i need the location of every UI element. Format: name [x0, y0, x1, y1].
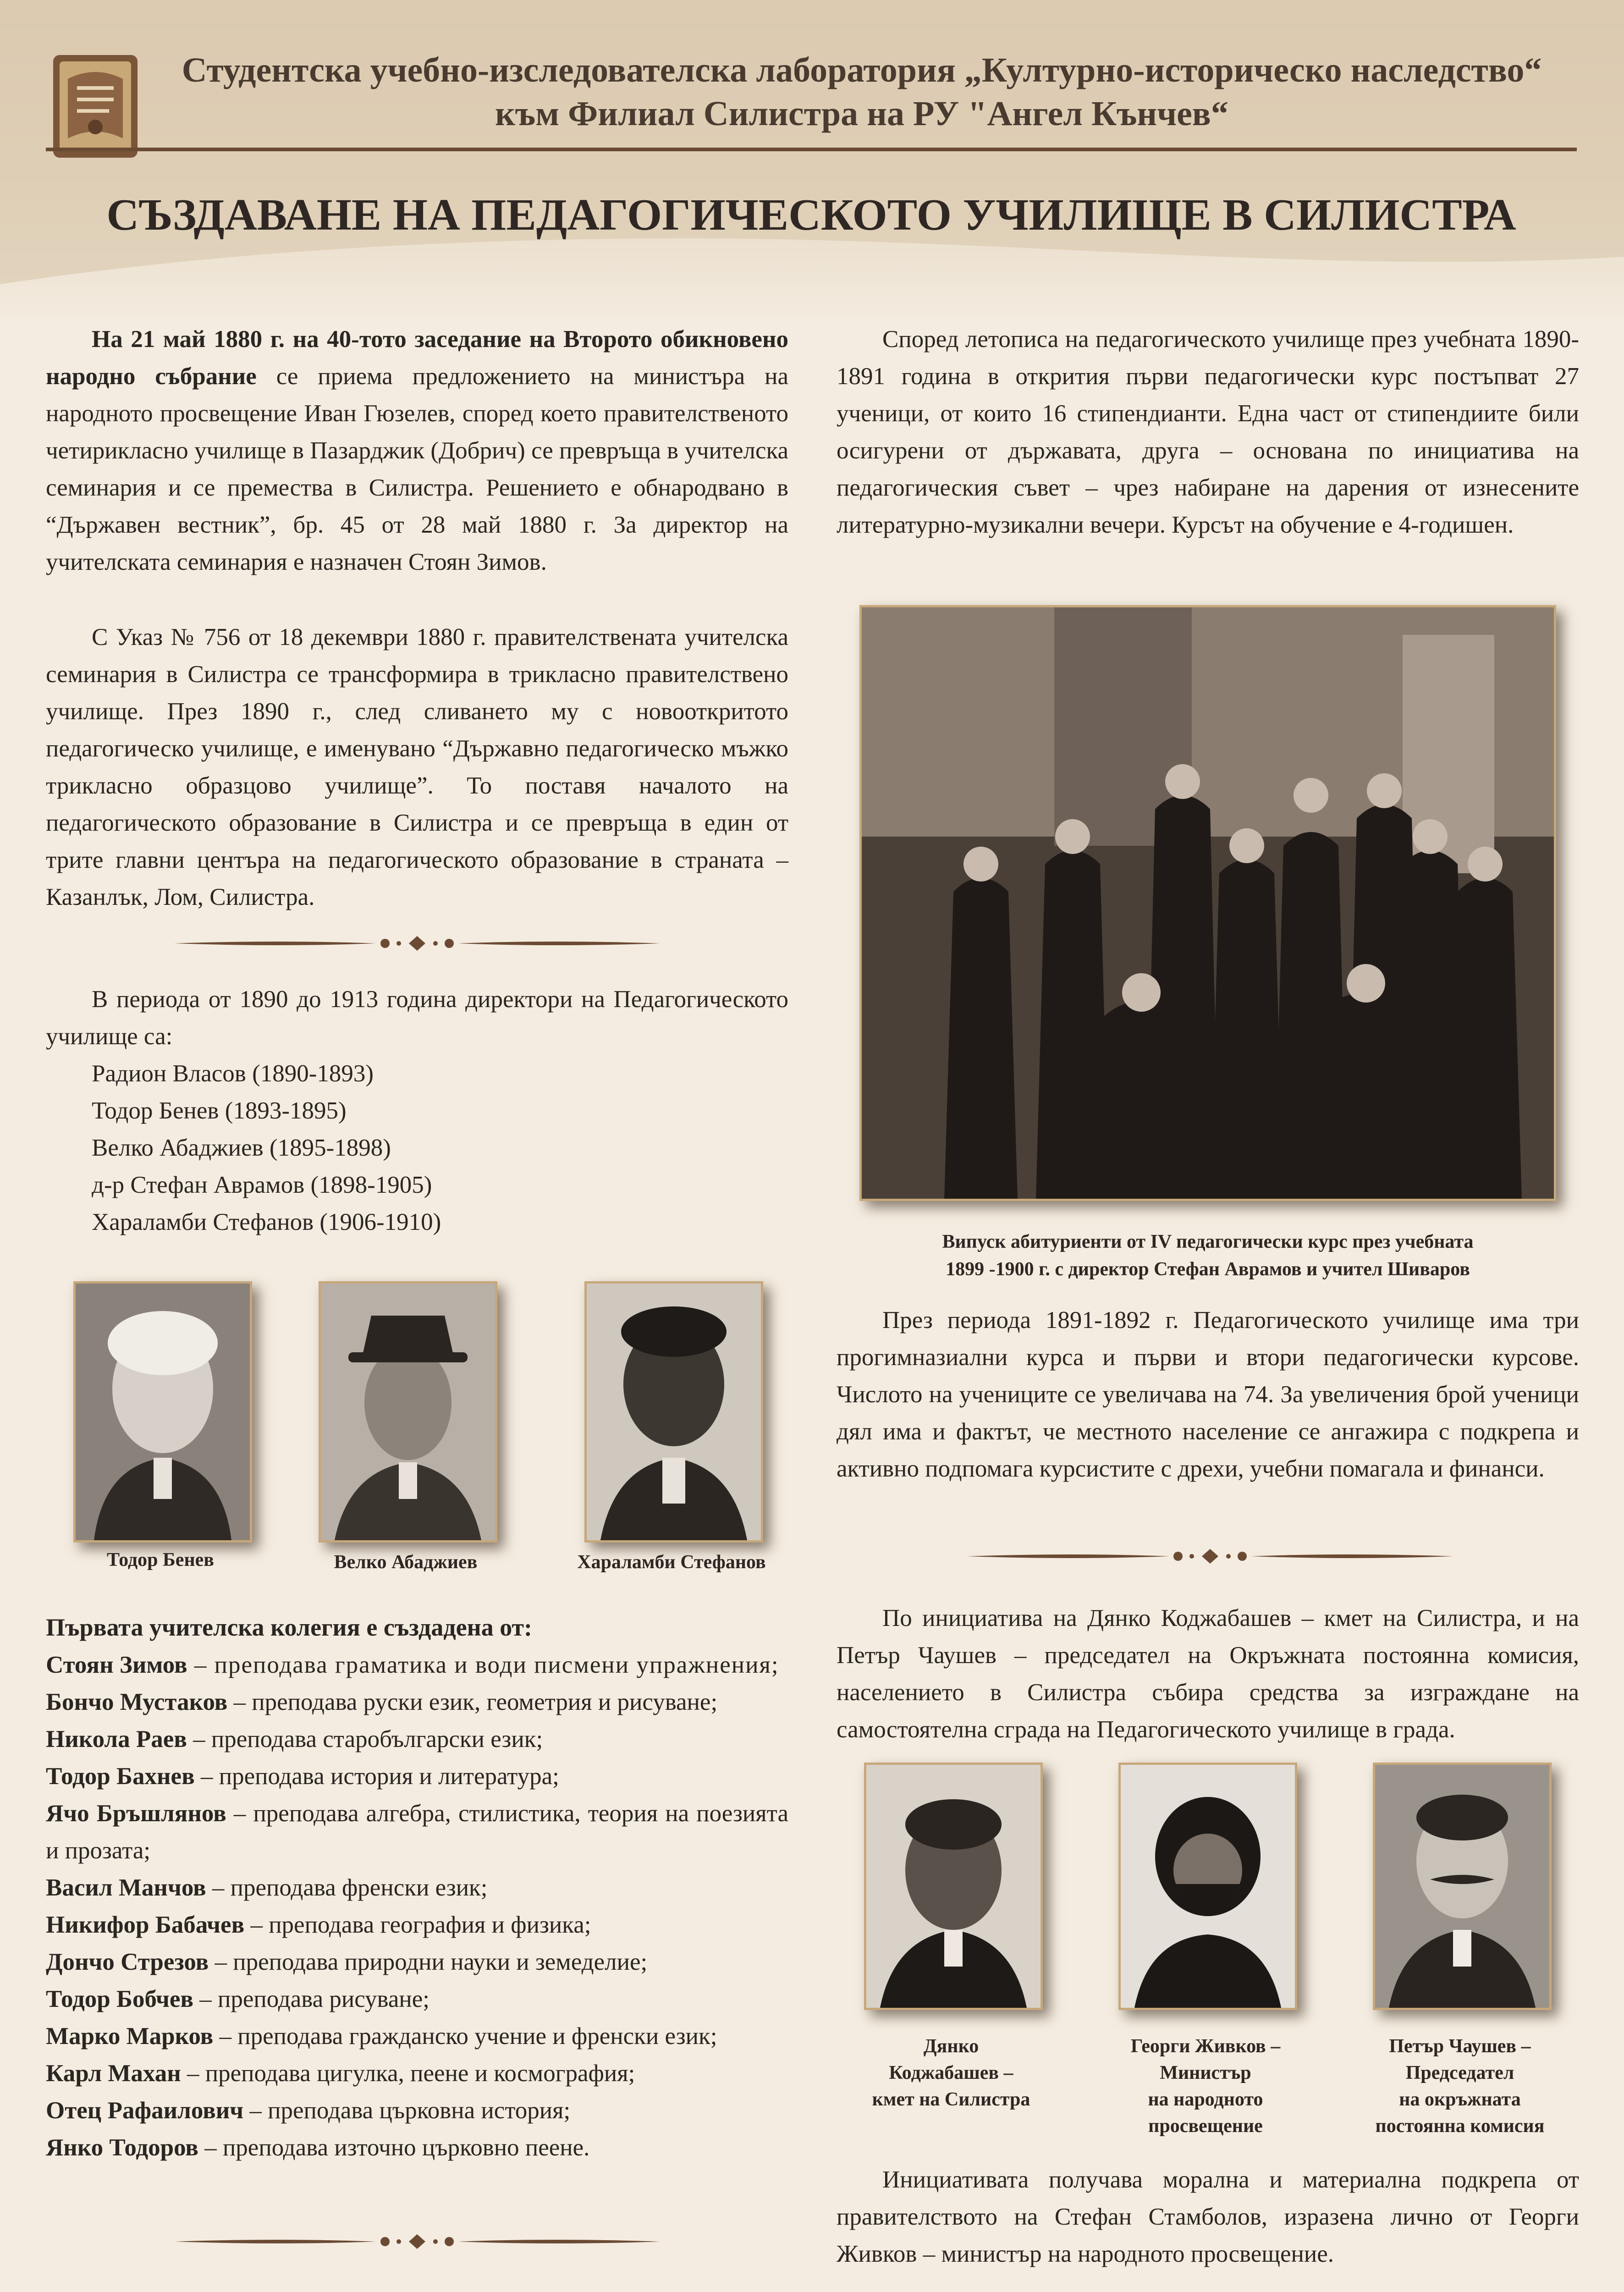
caption-line: просвещение [1148, 2116, 1263, 2137]
portrait-petar-chaushev [1373, 1763, 1552, 2010]
portrait-georgi-zhivkov [1118, 1763, 1297, 2010]
caption-line: кмет на Силистра [872, 2089, 1030, 2110]
list-item: д-р Стефан Аврамов (1898-1905) [92, 1172, 432, 1198]
caption-line: Председател [1405, 2062, 1514, 2083]
directors-list [92, 1055, 441, 1241]
portrait-velko-abadzhiev [319, 1281, 497, 1543]
staff-name: Васил Манчов [46, 1874, 206, 1901]
staff-name: Янко Тодоров [46, 2134, 198, 2161]
decree-paragraph: С Указ № 756 от 18 декември 1880 г. правителствената учителска семинария в Силистра се трансформира в трикласно правителствено училище. През 1890 г., след сливането му с новооткритото педагогическо училище, е именувано “Държавно педагогическо мъжко трикласно образцово училище”. То поставя началото на педагогическото образование в Силистра и се превръща в един от трите главни центъра на педагогическото образование в страната – Казанлък, Лом, Силистра. [46, 624, 788, 910]
list-item: Хараламби Стефанов (1906-1910) [92, 1209, 441, 1235]
staff-role: – преподава история и литература; [194, 1763, 559, 1790]
list-item [46, 1684, 788, 1721]
list-item [46, 1981, 788, 2018]
caption-line: Дянко [923, 2036, 979, 2057]
staff-name: Карл Махан [46, 2060, 181, 2087]
list-item: Тодор Бенев (1893-1895) [92, 1097, 347, 1124]
caption-line: на окръжната [1399, 2089, 1521, 2110]
list-item [46, 1869, 788, 1906]
page-title: СЪЗДАВАНЕ НА ПЕДАГОГИЧЕСКОТО УЧИЛИЩЕ В СИЛИСТРА [106, 190, 1516, 240]
chronicle-paragraph: Според летописа на педагогическото училище през учебната 1890-1891 година в открития първи педагогически курс постъпват 27 ученици, от които 16 стипендианти. Една част от стипендиите били осигурени от държавата, друга – основана по инициатива на педагогическия съвет – чрез набиране на дарения от изнесените литературно-музикални вечери. Курсът на обучение е 4-годишен. [837, 326, 1579, 538]
header-swoosh [0, 0, 1624, 321]
staff-name: Ячо Бръшлянов [46, 1800, 226, 1827]
building-initiative-paragraph: По инициатива на Дянко Коджабашев – кмет на Силистра, и на Петър Чаушев – председател на Окръжната постоянна комисия, населението в Силистра събира средства за изграждане на самостоятелна сграда на Педагогическото училище в града. [837, 1605, 1579, 1743]
directors-intro: В периода от 1890 до 1913 година директори на Педагогическото училище са: [46, 986, 788, 1050]
staff-name: Никифор Бабачев [46, 1912, 245, 1938]
staff-name: Тодор Бобчев [46, 1986, 194, 2012]
caption-georgi-zhivkov [1100, 2033, 1311, 2139]
support-paragraph: Инициативата получава морална и материална подкрепа от правителството на Стефан Стамболов, изразена лично от Георги Живков – министър на народното просвещение. [837, 2166, 1579, 2267]
list-item [46, 1758, 788, 1795]
caption-line: постоянна комисия [1375, 2116, 1545, 2137]
staff-name: Дончо Стрезов [46, 1949, 209, 1975]
staff-name: Отец Рафаилович [46, 2097, 244, 2124]
graduates-group-photo [859, 605, 1556, 1201]
staff-role: – преподава алгебра, стилистика, теория на поезията и прозата; [46, 1800, 788, 1864]
header-line-1: Студентска учебно-изследователска лаборатория „Културно-историческо наследство“ [182, 51, 1542, 89]
list-item: Радион Власов (1890-1893) [92, 1060, 374, 1087]
caption-petar-chaushev [1345, 2033, 1574, 2139]
staff-role: – преподава руски език, геометрия и рисуване; [227, 1689, 718, 1715]
list-item [46, 1721, 788, 1758]
portrait-todor-benev [73, 1281, 252, 1543]
staff-name: Бончо Мустаков [46, 1689, 228, 1715]
caption-line: Петър Чаушев – [1389, 2036, 1531, 2057]
caption-line: Министър [1160, 2062, 1251, 2083]
staff-role: – преподава цигулка, пеене и космография; [181, 2060, 635, 2087]
group-photo-caption-line2: 1899 -1900 г. с директор Стефан Аврамов и учител Шиваров [946, 1259, 1470, 1280]
list-item [46, 2092, 788, 2129]
courses-paragraph: През периода 1891-1892 г. Педагогическото училище има три прогимназиални курса и първи и втори педагогически курсове. Числото на учениците се увеличава на 74. За увеличения брой ученици дял има и фактът, че местното население се ангажира с подкрепа и активно подпомага курсистите с дрехи, учебни помагала и финанси. [837, 1307, 1579, 1482]
ornament-divider [174, 930, 660, 957]
caption-line: Коджабашев – [889, 2062, 1013, 2083]
staff-name: Никола Раев [46, 1726, 187, 1752]
list-item [46, 1906, 788, 1944]
staff-role: – преподава природни науки и земеделие; [209, 1949, 648, 1975]
staff-role: – преподава старобългарски език; [187, 1726, 543, 1752]
ornament-divider-right [967, 1543, 1453, 1570]
staff-role: – преподава източно църковно пеене. [198, 2134, 590, 2161]
intro-bold-text: На 21 май 1880 г. на 40-тото заседание на Второто обикновено народно събрание [46, 326, 788, 390]
staff-role: – преподава рисуване; [193, 1986, 430, 2012]
intro-paragraph [46, 321, 788, 581]
staff-role: – преподава гражданско учение и френски език; [213, 2023, 717, 2050]
caption-velko-abadzhiev: Велко Абаджиев [334, 1552, 478, 1573]
staff-role: – преподава география и физика; [244, 1912, 591, 1938]
staff-name: Стоян Зимов [46, 1652, 187, 1678]
group-photo-caption-line1: Випуск абитуриенти от IV педагогически курс през учебната [942, 1231, 1474, 1252]
caption-haralambi-stefanov: Хараламби Стефанов [577, 1552, 766, 1573]
list-item [46, 1647, 788, 1684]
list-item [46, 1795, 788, 1869]
portrait-dyanko-kodzhabashev [864, 1763, 1043, 2010]
staff-title: Първата учителска колегия е създадена от: [46, 1614, 533, 1641]
staff-name: Марко Марков [46, 2023, 214, 2050]
staff-role: – преподава граматика и води писмени упражнения; [187, 1652, 779, 1678]
list-item [46, 2018, 788, 2055]
list-item [46, 2129, 788, 2166]
staff-role: – преподава църковна история; [243, 2097, 571, 2124]
list-item [46, 2055, 788, 2092]
header-rule [46, 148, 1577, 151]
staff-list [46, 1647, 788, 2166]
ornament-divider-bottom [174, 2228, 660, 2255]
list-item [46, 1944, 788, 1981]
portrait-haralambi-stefanov [584, 1281, 763, 1543]
staff-name: Тодор Бахнев [46, 1763, 195, 1790]
laboratory-logo [50, 51, 141, 161]
caption-todor-benev: Тодор Бенев [107, 1549, 214, 1570]
caption-line: на народното [1148, 2089, 1263, 2110]
intro-text: се приема предложението на министъра на народното просвещение Иван Гюзелев, според което правителственото четирикласно училище в Пазарджик (Добрич) се превръща в учителска семинария и се премества в Силистра. Решението е обнародвано в “Държавен вестник”, бр. 45 от 28 май 1880 г. За директор на учителската семинария е назначен Стоян Зимов. [46, 363, 788, 575]
list-item: Велко Абаджиев (1895-1898) [92, 1135, 391, 1161]
caption-line: Георги Живков – [1130, 2036, 1281, 2057]
caption-dyanko-kodzhabashev [846, 2033, 1057, 2113]
staff-role: – преподава френски език; [206, 1874, 488, 1901]
header-line-2: към Филиал Силистра на РУ "Ангел Кънчев“ [495, 94, 1228, 133]
